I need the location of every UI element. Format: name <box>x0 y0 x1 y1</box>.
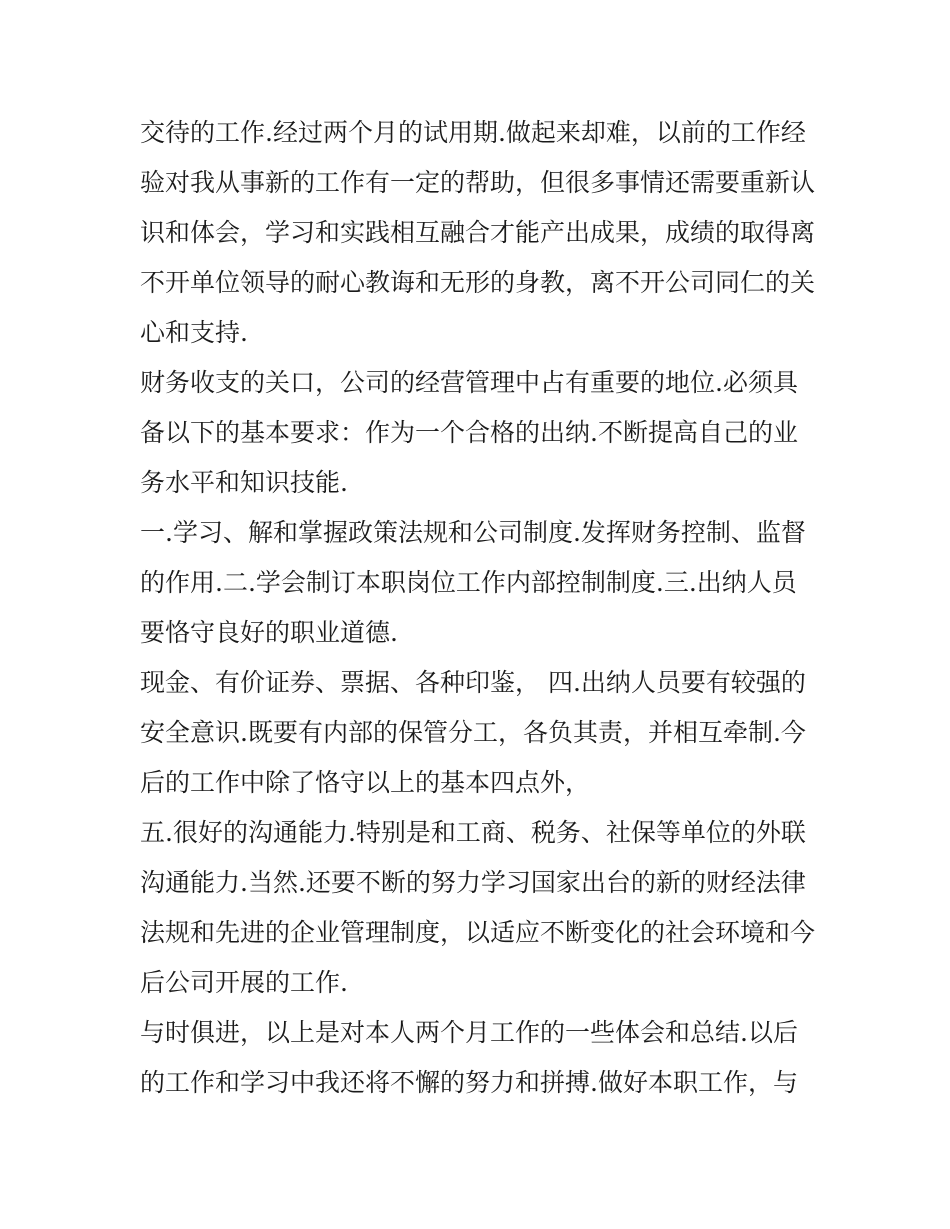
text-line-15: 五.很好的沟通能力.特别是和工商、税务、社保等单位的外联 <box>140 818 806 847</box>
text-line-19: 与时俱进，以上是对本人两个月工作的一些体会和总结.以后 <box>140 1018 798 1047</box>
text-line-4: 不开单位领导的耐心教诲和无形的身教，离不开公司同仁的关 <box>140 268 816 297</box>
text-line-11: 要恪守良好的职业道德. <box>140 618 398 647</box>
document-body <box>140 108 830 1108</box>
text-line-2: 验对我从事新的工作有一定的帮助，但很多事情还需要重新认 <box>140 168 816 197</box>
text-line-16: 沟通能力.当然.还要不断的努力学习国家出台的新的财经法律 <box>140 868 806 897</box>
text-line-12: 现金、有价证券、票据、各种印鉴， 四.出纳人员要有较强的 <box>140 668 806 697</box>
text-line-20: 的工作和学习中我还将不懈的努力和拼搏.做好本职工作，与 <box>140 1068 798 1097</box>
text-line-13: 安全意识.既要有内部的保管分工，各负其责，并相互牵制.今 <box>140 718 806 747</box>
text-line-18: 后公司开展的工作. <box>140 968 348 997</box>
text-line-7: 备以下的基本要求：作为一个合格的出纳.不断提高自己的业 <box>140 418 798 447</box>
text-line-17: 法规和先进的企业管理制度，以适应不断变化的社会环境和今 <box>140 918 816 947</box>
text-line-1: 交待的工作.经过两个月的试用期.做起来却难，以前的工作经 <box>140 118 806 147</box>
text-line-3: 识和体会，学习和实践相互融合才能产出成果，成绩的取得离 <box>140 218 816 247</box>
text-line-6: 财务收支的关口，公司的经营管理中占有重要的地位.必须具 <box>140 368 798 397</box>
text-line-8: 务水平和知识技能. <box>140 468 348 497</box>
text-line-10: 的作用.二.学会制订本职岗位工作内部控制制度.三.出纳人员 <box>140 568 797 597</box>
text-line-14: 后的工作中除了恪守以上的基本四点外， <box>140 768 591 797</box>
text-line-9: 一.学习、解和掌握政策法规和公司制度.发挥财务控制、监督 <box>140 518 806 547</box>
text-line-5: 心和支持. <box>140 318 248 347</box>
